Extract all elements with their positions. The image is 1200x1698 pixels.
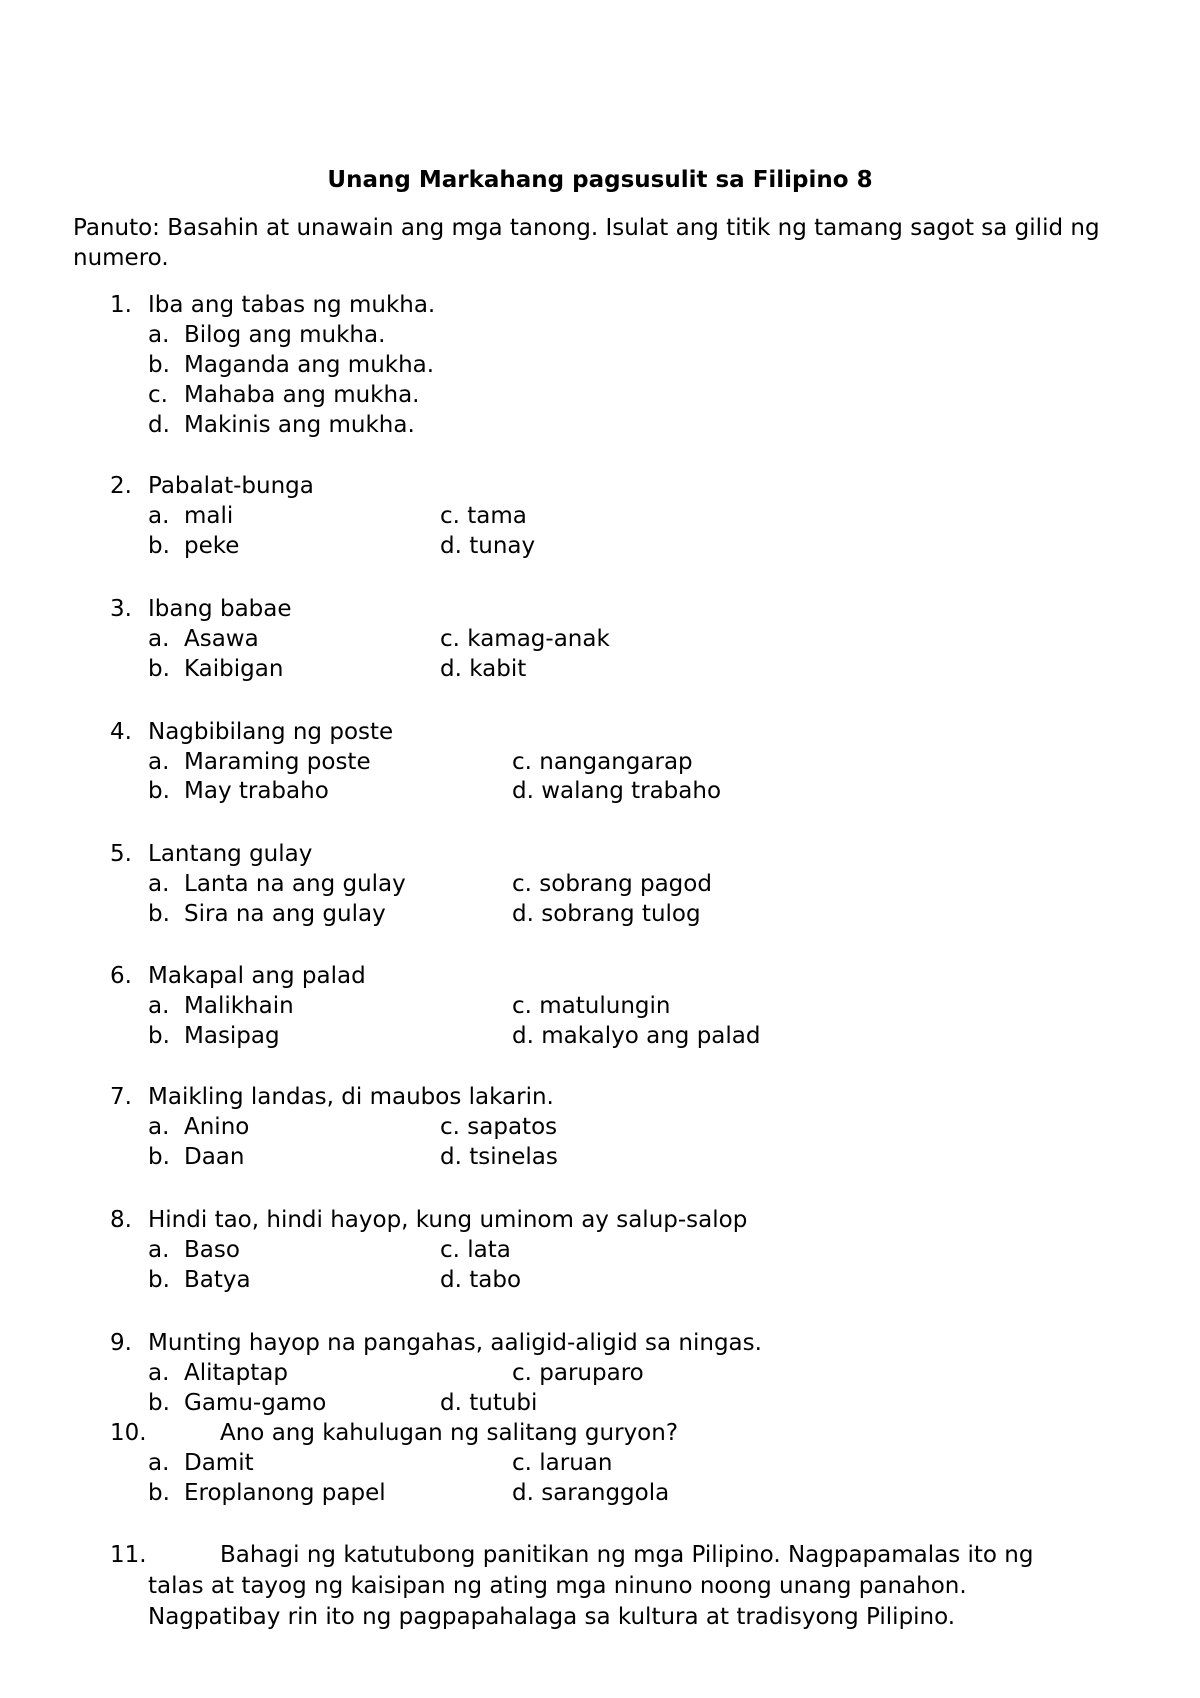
option-a: a. Anino <box>148 1114 250 1140</box>
question-text: Ibang babae <box>148 596 292 622</box>
option-b: b. Daan <box>148 1144 245 1170</box>
option-c: c. sobrang pagod <box>512 871 712 897</box>
page-title: Unang Markahang pagsusulit sa Filipino 8 <box>327 167 873 193</box>
option-d: d. sobrang tulog <box>512 901 701 927</box>
option-c: c. paruparo <box>512 1360 644 1386</box>
option-c: c. kamag-anak <box>440 626 610 652</box>
question-text: Bahagi ng katutubong panitikan ng mga Pilipino. Nagpapamalas ito ng <box>220 1542 1034 1568</box>
question-number: 2. <box>110 473 132 499</box>
question-number: 7. <box>110 1084 132 1110</box>
option-b: b. Batya <box>148 1267 251 1293</box>
instructions: Panuto: Basahin at unawain ang mga tanong. Isulat ang titik ng tamang sagot sa gilid ng numero. <box>73 215 1100 271</box>
question-text: Ano ang kahulugan ng salitang guryon? <box>220 1420 679 1446</box>
option-c: c. matulungin <box>512 993 671 1019</box>
option-a: a. Lanta na ang gulay <box>148 871 406 897</box>
question-text: Lantang gulay <box>148 841 313 867</box>
option-c: c. Mahaba ang mukha. <box>148 382 420 408</box>
option-d: d. tunay <box>440 533 536 559</box>
question-number: 5. <box>110 841 132 867</box>
option-d: d. walang trabaho <box>512 778 722 804</box>
question-number: 11. <box>110 1542 147 1568</box>
option-a: a. mali <box>148 503 234 529</box>
question-text: Maikling landas, di maubos lakarin. <box>148 1084 554 1110</box>
option-a: a. Damit <box>148 1450 254 1476</box>
option-a: a. Asawa <box>148 626 259 652</box>
question-text: Munting hayop na pangahas, aaligid-aligid sa ningas. <box>148 1330 762 1356</box>
option-b: b. Kaibigan <box>148 656 284 682</box>
option-d: d. tsinelas <box>440 1144 558 1170</box>
option-c: c. nangangarap <box>512 749 693 775</box>
option-b: b. May trabaho <box>148 778 329 804</box>
question-text: Iba ang tabas ng mukha. <box>148 292 436 318</box>
question-text-line-3: Nagpatibay rin ito ng pagpapahalaga sa kultura at tradisyong Pilipino. <box>148 1604 956 1630</box>
question-number: 4. <box>110 719 132 745</box>
option-b: b. Maganda ang mukha. <box>148 352 435 378</box>
option-d: d. Makinis ang mukha. <box>148 412 415 438</box>
question-text: Makapal ang palad <box>148 963 366 989</box>
option-b: b. Sira na ang gulay <box>148 901 386 927</box>
option-d: d. makalyo ang palad <box>512 1023 761 1049</box>
option-d: d. tabo <box>440 1267 522 1293</box>
option-d: d. tutubi <box>440 1390 538 1416</box>
option-a: a. Maraming poste <box>148 749 371 775</box>
option-b: b. peke <box>148 533 240 559</box>
question-text: Hindi tao, hindi hayop, kung uminom ay salup-salop <box>148 1207 748 1233</box>
option-c: c. tama <box>440 503 527 529</box>
question-number: 6. <box>110 963 132 989</box>
question-number: 10. <box>110 1420 147 1446</box>
option-a: a. Malikhain <box>148 993 294 1019</box>
question-number: 9. <box>110 1330 132 1356</box>
option-a: a. Baso <box>148 1237 240 1263</box>
question-number: 3. <box>110 596 132 622</box>
question-number: 8. <box>110 1207 132 1233</box>
option-b: b. Eroplanong papel <box>148 1480 386 1506</box>
option-d: d. kabit <box>440 656 527 682</box>
question-text: Nagbibilang ng poste <box>148 719 394 745</box>
question-text-line-2: talas at tayog ng kaisipan ng ating mga ninuno noong unang panahon. <box>148 1573 967 1599</box>
option-b: b. Gamu-gamo <box>148 1390 327 1416</box>
option-a: a. Bilog ang mukha. <box>148 322 386 348</box>
option-c: c. sapatos <box>440 1114 558 1140</box>
question-text: Pabalat-bunga <box>148 473 314 499</box>
option-d: d. saranggola <box>512 1480 670 1506</box>
option-c: c. lata <box>440 1237 511 1263</box>
question-number: 1. <box>110 292 132 318</box>
option-c: c. laruan <box>512 1450 613 1476</box>
option-a: a. Alitaptap <box>148 1360 288 1386</box>
option-b: b. Masipag <box>148 1023 280 1049</box>
